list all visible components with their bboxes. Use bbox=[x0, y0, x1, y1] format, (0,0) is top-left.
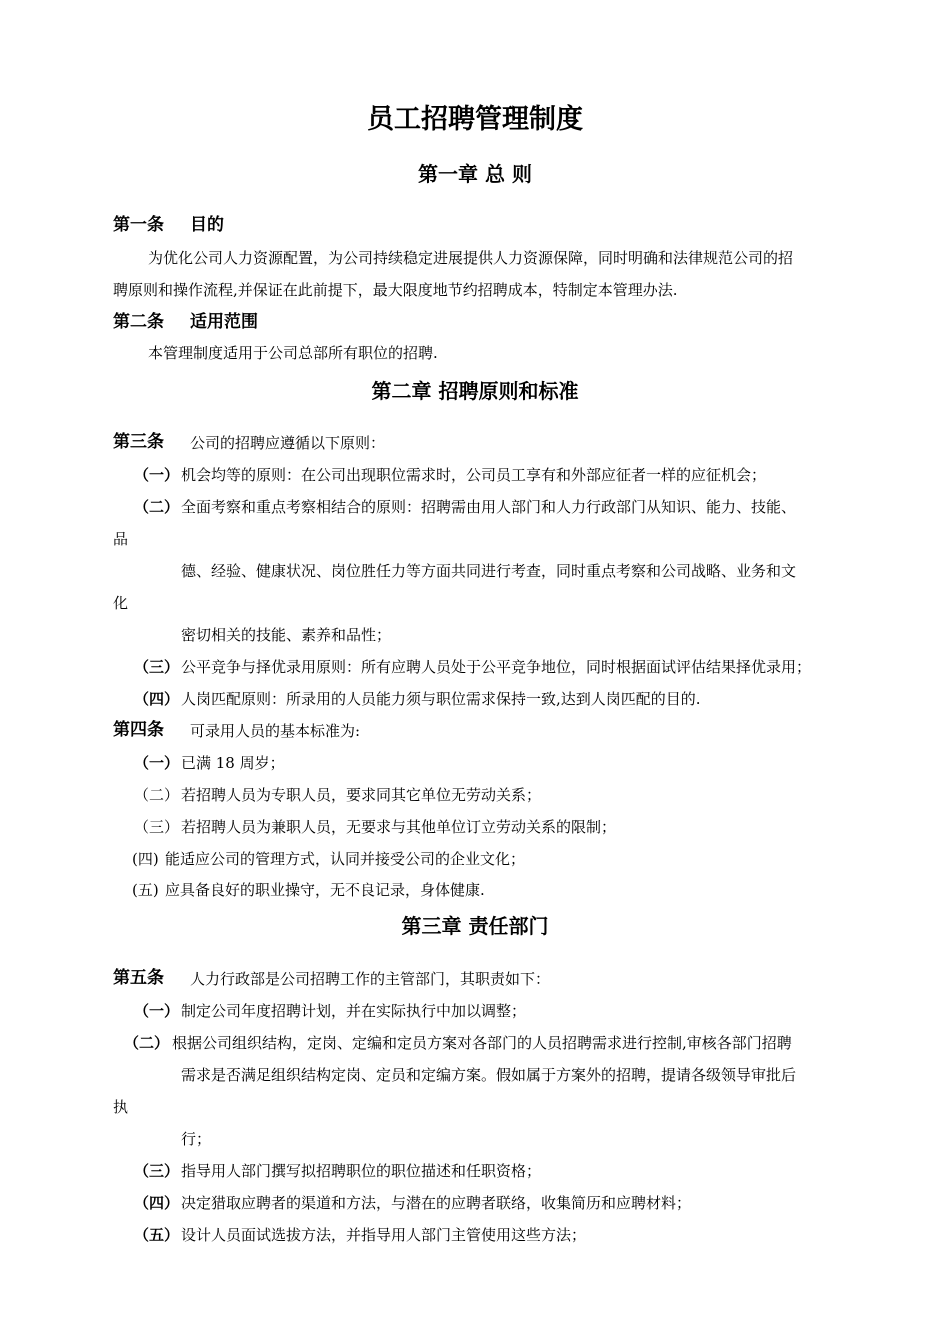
document-title: 员工招聘管理制度 bbox=[367, 104, 583, 135]
article-5-item-2-continuation-2: 行； bbox=[181, 1130, 212, 1148]
article-5-item-5-text: 设计人员面试选拔方法，并指导用人部门主管使用这些方法； bbox=[181, 1226, 587, 1244]
article-3-intro: 公司的招聘应遵循以下原则： bbox=[190, 434, 386, 452]
article-4-item-1-text: 已满 18 周岁； bbox=[181, 754, 285, 772]
article-1-label: 第一条 bbox=[113, 215, 164, 235]
article-1-paragraph-line-2: 聘原则和操作流程,并保证在此前提下，最大限度地节约招聘成本，特制定本管理办法. bbox=[113, 281, 678, 299]
article-3-item-4-number: （四） bbox=[134, 690, 180, 708]
article-3-item-3-number: （三） bbox=[134, 658, 180, 676]
article-3-label: 第三条 bbox=[113, 432, 164, 452]
article-3-item-2-continuation-2: 密切相关的技能、素养和品性； bbox=[181, 626, 392, 644]
article-4-item-1-number: （一） bbox=[134, 754, 180, 772]
article-4-item-5-number: (五) bbox=[132, 881, 159, 899]
article-5-item-3-number: （三） bbox=[134, 1162, 180, 1180]
article-4-item-2-number: （二） bbox=[134, 786, 180, 804]
article-3-item-2-continuation-1: 德、经验、健康状况、岗位胜任力等方面共同进行考查，同时重点考察和公司战略、业务和文 bbox=[181, 562, 797, 580]
article-5-item-5-number: （五） bbox=[134, 1226, 180, 1244]
chapter-3-heading: 第三章 责任部门 bbox=[401, 914, 549, 938]
article-5-label: 第五条 bbox=[113, 968, 164, 988]
article-3-item-1-number: （一） bbox=[134, 466, 180, 484]
article-5-item-2-wrap-1: 执 bbox=[113, 1098, 129, 1116]
article-5-item-1-text: 制定公司年度招聘计划，并在实际执行中加以调整； bbox=[181, 1002, 527, 1020]
article-3-item-2-wrap-1: 品 bbox=[113, 530, 129, 548]
article-5-item-3-text: 指导用人部门撰写拟招聘职位的职位描述和任职资格； bbox=[181, 1162, 542, 1180]
article-5-item-4-text: 决定猎取应聘者的渠道和方法，与潜在的应聘者联络，收集简历和应聘材料； bbox=[181, 1194, 692, 1212]
article-4-item-4-text: 能适应公司的管理方式，认同并接受公司的企业文化； bbox=[165, 850, 526, 868]
article-4-item-4-number: (四) bbox=[132, 850, 159, 868]
article-4-item-5-text: 应具备良好的职业操守，无不良记录，身体健康. bbox=[165, 881, 485, 899]
article-5-intro: 人力行政部是公司招聘工作的主管部门，其职责如下： bbox=[190, 970, 551, 988]
article-3-item-2-wrap-2: 化 bbox=[113, 594, 129, 612]
article-5-item-1-number: （一） bbox=[134, 1002, 180, 1020]
article-2-title: 适用范围 bbox=[190, 312, 258, 332]
article-2-paragraph: 本管理制度适用于公司总部所有职位的招聘. bbox=[148, 344, 438, 362]
article-4-item-2-text: 若招聘人员为专职人员，要求同其它单位无劳动关系； bbox=[181, 786, 542, 804]
article-2-label: 第二条 bbox=[113, 312, 164, 332]
chapter-2-heading: 第二章 招聘原则和标准 bbox=[371, 379, 579, 403]
article-3-item-3-text: 公平竞争与择优录用原则：所有应聘人员处于公平竞争地位，同时根据面试评估结果择优录用； bbox=[181, 658, 812, 676]
article-5-item-2-number: （二） bbox=[124, 1034, 170, 1052]
article-3-item-2-text: 全面考察和重点考察相结合的原则：招聘需由用人部门和人力行政部门从知识、能力、技能、 bbox=[181, 498, 797, 516]
article-1-paragraph-line-1: 为优化公司人力资源配置，为公司持续稳定进展提供人力资源保障，同时明确和法律规范公司的招 bbox=[148, 249, 794, 267]
article-4-item-3-text: 若招聘人员为兼职人员，无要求与其他单位订立劳动关系的限制； bbox=[181, 818, 617, 836]
article-5-item-2-continuation-1: 需求是否满足组织结构定岗、定员和定编方案。假如属于方案外的招聘，提请各级领导审批后 bbox=[181, 1066, 797, 1084]
article-4-intro: 可录用人员的基本标准为: bbox=[190, 722, 361, 740]
article-5-item-2-text: 根据公司组织结构，定岗、定编和定员方案对各部门的人员招聘需求进行控制,审核各部门招聘 bbox=[172, 1034, 792, 1052]
article-3-item-1-text: 机会均等的原则：在公司出现职位需求时，公司员工享有和外部应征者一样的应征机会； bbox=[181, 466, 767, 484]
article-3-item-2-number: （二） bbox=[134, 498, 180, 516]
article-4-item-3-number: （三） bbox=[134, 818, 180, 836]
article-3-item-4-text: 人岗匹配原则：所录用的人员能力须与职位需求保持一致,达到人岗匹配的目的. bbox=[181, 690, 701, 708]
article-1-title: 目的 bbox=[190, 215, 224, 235]
chapter-1-heading: 第一章 总 则 bbox=[418, 162, 532, 186]
article-4-label: 第四条 bbox=[113, 720, 164, 740]
article-5-item-4-number: （四） bbox=[134, 1194, 180, 1212]
